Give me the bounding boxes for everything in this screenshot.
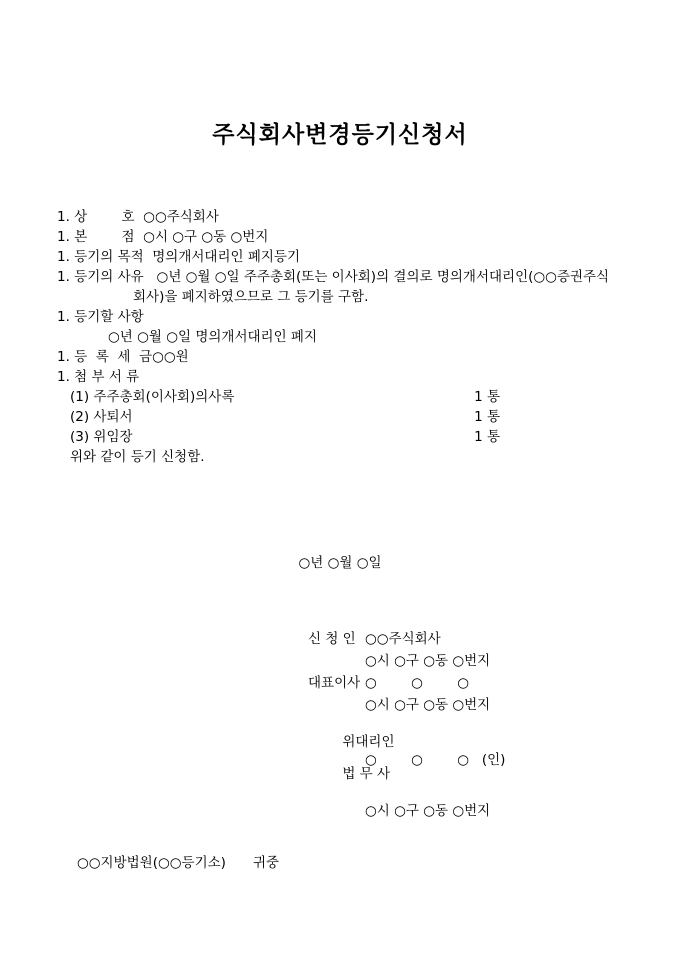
attachment-label: (3) 위임장 [70, 429, 133, 445]
ceo-name: ○ ○ ○ [365, 675, 469, 691]
agent-address: ○시 ○구 ○동 ○번지 [365, 803, 491, 819]
signature-agent-row [308, 718, 505, 798]
attachment-row [70, 387, 500, 407]
agent-label-line1: 위대리인 [342, 734, 395, 750]
agent-name-seal: ○ ○ ○ (인) [365, 752, 506, 768]
attachment-label: (1) 주주총회(이사회)의사록 [70, 389, 235, 405]
court-line [77, 851, 279, 871]
line-registration-reason: 1. 등기의 사유 ○년 ○월 ○일 주주총회(또는 이사회)의 결의로 명의개서대리인(○○증권주식 [57, 269, 610, 285]
agent-label [308, 718, 395, 798]
attachment-label: (2) 사퇴서 [70, 409, 133, 425]
line-company-name: 1. 상 호 ○○주식회사 [57, 209, 219, 225]
court-name: ○○지방법원(○○등기소) [77, 855, 226, 871]
line-matters-to-register: 1. 등기할 사항 [57, 309, 144, 325]
line-attachments-heading: 1. 첨 부 서 류 [57, 369, 140, 385]
closing-statement: 위와 같이 등기 신청함. [70, 449, 205, 465]
attachment-count: 1 통 [474, 389, 500, 405]
line-registration-purpose: 1. 등기의 목적 명의개서대리인 폐지등기 [57, 249, 300, 265]
applicant-name: ○○주식회사 [365, 631, 441, 647]
line-matters-detail: ○년 ○월 ○일 명의개서대리인 폐지 [108, 329, 317, 345]
signature-ceo-row [308, 672, 505, 694]
date-line: ○년 ○월 ○일 [298, 555, 382, 571]
attachment-count: 1 통 [474, 429, 500, 445]
agent-label-line2: 법 무 사 [342, 766, 391, 782]
signature-applicant-row [308, 628, 505, 650]
signature-applicant-address-row [308, 650, 505, 672]
attachment-row [70, 407, 500, 427]
line-registration-tax: 1. 등 록 세 금○○원 [57, 349, 189, 365]
recipient-label: 귀중 [252, 855, 280, 871]
ceo-address: ○시 ○구 ○동 ○번지 [365, 697, 491, 713]
document-title: 주식회사변경등기신청서 [212, 122, 468, 147]
line-head-office: 1. 본 점 ○시 ○구 ○동 ○번지 [57, 229, 269, 245]
applicant-address: ○시 ○구 ○동 ○번지 [365, 653, 491, 669]
signature-agent-address-row [308, 800, 505, 822]
applicant-label: 신 청 인 [308, 631, 356, 647]
line-registration-reason-cont: 회사)을 폐지하였으므로 그 등기를 구함. [133, 289, 369, 305]
application-items [57, 207, 632, 467]
signature-block [308, 628, 505, 822]
attachment-count: 1 통 [474, 409, 500, 425]
attachment-row [70, 427, 500, 447]
signature-ceo-address-row [308, 694, 505, 716]
ceo-label: 대표이사 [308, 675, 361, 691]
